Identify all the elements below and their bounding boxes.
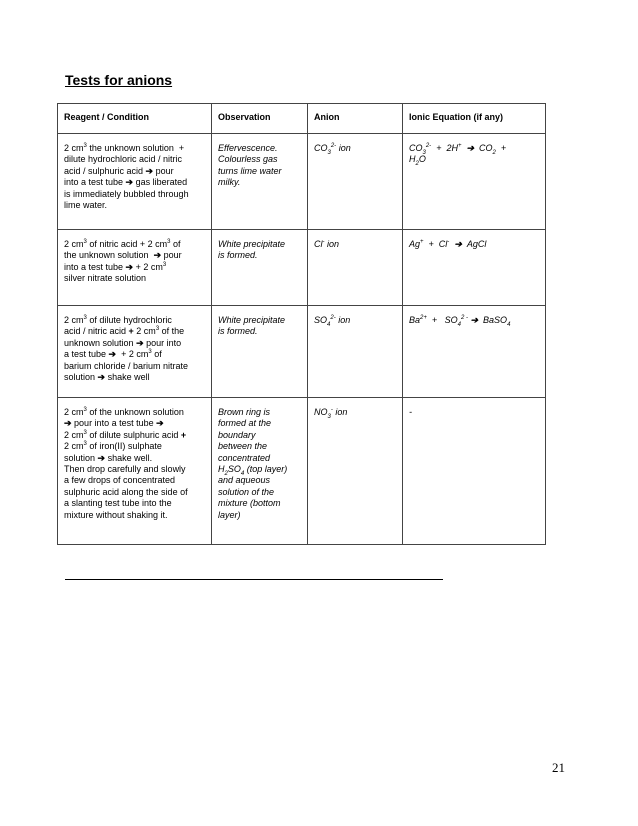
table-row	[58, 134, 546, 230]
observation-cell: Effervescence. Colourless gas turns lime water milky.	[212, 134, 308, 230]
anions-table	[57, 103, 546, 545]
equation-cell: $Ba^{2+} + SO_4^{2 -}$ ➔ BaSO$_4$	[403, 306, 546, 398]
anion-cell: $SO_4^{2-}$ ion	[308, 306, 403, 398]
horizontal-rule	[65, 579, 443, 580]
observation-cell: White precipitate is formed.	[212, 306, 308, 398]
anion-cell: $CO_3^{2-}$ ion	[308, 134, 403, 230]
anion-cell: Cl- ion	[308, 230, 403, 306]
page-title: Tests for anions	[65, 72, 173, 88]
reagent-cell: 2 $cm^3$ of the unknown solution ➔ pour into a test tube ➔ 2 $cm^3$ of dilute sulphuric acid + 2 $cm^3$ of iron(II) sulphate solution ➔ shake well. Then drop carefully and slowly a few drops of concentrated sulphuric acid along the side of a slanting test tube into the mixture without shaking it.	[58, 398, 212, 545]
reagent-cell: 2 $cm^3$ of dilute hydrochloric acid / nitric acid + 2 $cm^3$ of the unknown solution ➔ pour into a test tube ➔ + 2 $cm^3$ of barium chloride / barium nitrate solution ➔ shake well	[58, 306, 212, 398]
equation-cell: Ag+ + Cl- ➔ AgCl	[403, 230, 546, 306]
page-number: 21	[552, 760, 565, 775]
header-anion: Anion	[308, 104, 403, 134]
header-reagent: Reagent / Condition	[58, 104, 212, 134]
table-row	[58, 398, 546, 545]
reagent-cell: 2 $cm^3$ of nitric acid + 2 $cm^3$ of the unknown solution ➔ pour into a test tube ➔ + 2 $cm^3$ silver nitrate solution	[58, 230, 212, 306]
reagent-cell: 2 $cm^3$ the unknown solution + dilute hydrochloric acid / nitric acid / sulphuric acid ➔ pour into a test tube ➔ gas liberated is immediately bubbled through lime water.	[58, 134, 212, 230]
table-row	[58, 306, 546, 398]
header-ionic-equation: Ionic Equation (if any)	[403, 104, 546, 134]
table-header-row	[58, 104, 546, 134]
observation-cell: Brown ring is formed at the boundary between the concentrated $H_2SO_4$ (top layer) and aqueous solution of the mixture (bottom layer)	[212, 398, 308, 545]
equation-cell: -	[403, 398, 546, 545]
table-row	[58, 230, 546, 306]
observation-cell: White precipitate is formed.	[212, 230, 308, 306]
equation-cell: $CO_3^{2-} + 2H^+$ ➔ $CO_2$ + $H_2O$	[403, 134, 546, 230]
header-observation: Observation	[212, 104, 308, 134]
anion-cell: $NO_3^-$ ion	[308, 398, 403, 545]
